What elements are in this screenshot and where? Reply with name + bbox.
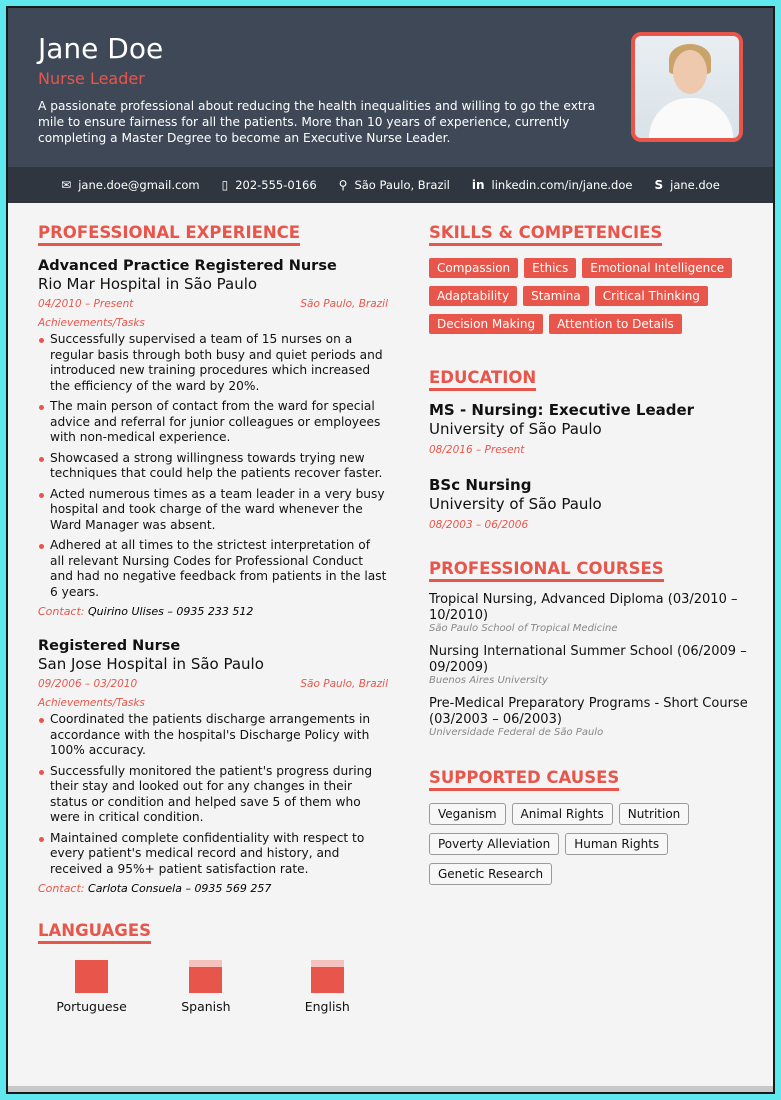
skill-tag: Attention to Details (549, 314, 682, 334)
cause-tag: Human Rights (565, 833, 668, 855)
list-item: Showcased a strong willingness towards trying new techniques that could help the patients recover faster. (38, 451, 388, 482)
phone-icon: ▯ (221, 178, 229, 192)
contact-item (222, 178, 317, 192)
cause-tag: Poverty Alleviation (429, 833, 559, 855)
course-school: Buenos Aires University (429, 675, 548, 686)
course-entry (429, 696, 749, 738)
list-item: Successfully monitored the patient's progress during their stay and looked out for any changes in their status or condition and helped save 5 of them who were in critical condition. (38, 764, 388, 826)
list-item: The main person of contact from the ward for special advice and referral for junior colleagues or employees with non-medical experience. (38, 399, 388, 446)
job-title: Nurse Leader (38, 69, 145, 88)
language-level-indicator (75, 960, 108, 993)
achievements-list (38, 712, 388, 877)
job-organization: Rio Mar Hospital in São Paulo (38, 275, 258, 293)
section-heading-experience: PROFESSIONAL EXPERIENCE (38, 223, 300, 246)
achievements-list (38, 332, 388, 600)
course-title: Tropical Nursing, Advanced Diploma (03/2010 – 10/2010) (429, 592, 738, 623)
header (8, 8, 773, 167)
reference-contact: Carlota Consuela – 0935 569 257 (88, 882, 272, 895)
skill-tag: Critical Thinking (595, 286, 708, 306)
left-column (38, 203, 388, 1014)
causes-list (429, 803, 749, 885)
job-organization: San Jose Hospital in São Paulo (38, 655, 264, 673)
degree: MS - Nursing: Executive Leader (429, 401, 695, 419)
language-level-fill (311, 967, 344, 993)
section-heading-skills: SKILLS & COMPETENCIES (429, 223, 662, 246)
language-item (38, 960, 145, 1014)
course-entry (429, 644, 749, 686)
contact-text: linkedin.com/in/jane.doe (491, 178, 633, 192)
summary: A passionate professional about reducing the health inequalities and willing to go the extra mile to ensure fairness for all the patients. More than 10 years of experience, currently completing a Master Degree to become an Executive Nurse Leader. (38, 99, 596, 145)
contact-item (61, 178, 199, 192)
name: Jane Doe (38, 32, 164, 65)
contact-item (339, 178, 450, 192)
school: University of São Paulo (429, 495, 602, 513)
linkedin-icon: in (471, 178, 485, 192)
location-pin-icon: ⚲ (338, 178, 348, 192)
section-heading-languages: LANGUAGES (38, 921, 151, 944)
education-dates: 08/2003 – 06/2006 (429, 519, 529, 531)
contact-text: jane.doe (670, 178, 720, 192)
cause-tag: Genetic Research (429, 863, 552, 885)
contact-item (654, 178, 719, 192)
job-role: Advanced Practice Registered Nurse (38, 258, 337, 274)
skill-tag: Decision Making (429, 314, 543, 334)
skill-tag: Compassion (429, 258, 518, 278)
list-item: Maintained complete confidentiality with respect to every patient's medical record and history, and received a 95%+ patient satisfaction rate. (38, 831, 388, 878)
education-entry (429, 476, 749, 531)
education-dates: 08/2016 – Present (429, 444, 525, 456)
languages-list (38, 960, 388, 1014)
skill-tag: Adaptability (429, 286, 517, 306)
reference-contact: Quirino Ulises – 0935 233 512 (88, 605, 254, 618)
course-school: São Paulo School of Tropical Medicine (429, 623, 618, 634)
language-name: English (304, 999, 350, 1014)
language-level-fill (75, 960, 108, 993)
skill-tag: Emotional Intelligence (582, 258, 732, 278)
cause-tag: Nutrition (619, 803, 690, 825)
job-dates: 04/2010 – Present (38, 298, 134, 310)
language-level-indicator (311, 960, 344, 993)
job-reference (38, 882, 388, 895)
language-level-indicator (189, 960, 222, 993)
reference-label: Contact: (38, 605, 85, 618)
job-entry (38, 638, 388, 895)
right-column (429, 203, 749, 885)
cause-tag: Veganism (429, 803, 506, 825)
job-location: São Paulo, Brazil (300, 298, 388, 310)
profile-photo (631, 32, 743, 142)
achievements-label: Achievements/Tasks (38, 697, 145, 709)
section-heading-education: EDUCATION (429, 368, 536, 391)
language-level-fill (189, 967, 222, 993)
list-item: Adhered at all times to the strictest interpretation of all relevant Nursing Codes for Professional Conduct and had no negative feedback from patients in the last 6 years. (38, 538, 388, 600)
school: University of São Paulo (429, 420, 602, 438)
contact-bar (8, 167, 773, 203)
reference-label: Contact: (38, 882, 85, 895)
job-dates: 09/2006 – 03/2010 (38, 678, 138, 690)
job-meta (38, 678, 388, 690)
language-name: Spanish (181, 999, 231, 1014)
cause-tag: Animal Rights (512, 803, 613, 825)
job-role: Registered Nurse (38, 638, 181, 654)
list-item: Coordinated the patients discharge arrangements in accordance with the hospital's Discharge Policy with 100% accuracy. (38, 712, 388, 759)
contact-text: jane.doe@gmail.com (78, 178, 200, 192)
contact-text: 202-555-0166 (235, 178, 317, 192)
resume-page (6, 6, 775, 1094)
list-item: Successfully supervised a team of 15 nurses on a regular basis through both busy and quiet periods and introduced new training procedures which increased the efficiency of the ward by 20%. (38, 332, 388, 394)
job-meta (38, 298, 388, 310)
job-reference (38, 605, 388, 618)
language-item (267, 960, 388, 1014)
job-entry (38, 258, 388, 618)
skype-icon: S (654, 178, 664, 192)
contact-item (472, 178, 633, 192)
achievements-label: Achievements/Tasks (38, 317, 145, 329)
section-heading-courses: PROFESSIONAL COURSES (429, 559, 664, 582)
course-title: Nursing International Summer School (06/2009 – 09/2009) (429, 644, 747, 675)
skill-tag: Stamina (523, 286, 589, 306)
course-entry (429, 592, 749, 634)
job-location: São Paulo, Brazil (300, 678, 388, 690)
course-school: Universidade Federal de São Paulo (429, 727, 604, 738)
list-item: Acted numerous times as a team leader in a very busy hospital and took charge of the ward whenever the Ward Manager was absent. (38, 487, 388, 534)
degree: BSc Nursing (429, 476, 532, 494)
language-name: Portuguese (56, 999, 127, 1014)
course-title: Pre-Medical Preparatory Programs - Short Course (03/2003 – 06/2003) (429, 696, 748, 727)
envelope-icon: ✉ (61, 178, 72, 192)
skill-tag: Ethics (524, 258, 576, 278)
section-heading-causes: SUPPORTED CAUSES (429, 768, 619, 791)
skills-list (429, 258, 749, 334)
education-entry (429, 401, 749, 456)
language-item (145, 960, 266, 1014)
contact-text: São Paulo, Brazil (354, 178, 450, 192)
